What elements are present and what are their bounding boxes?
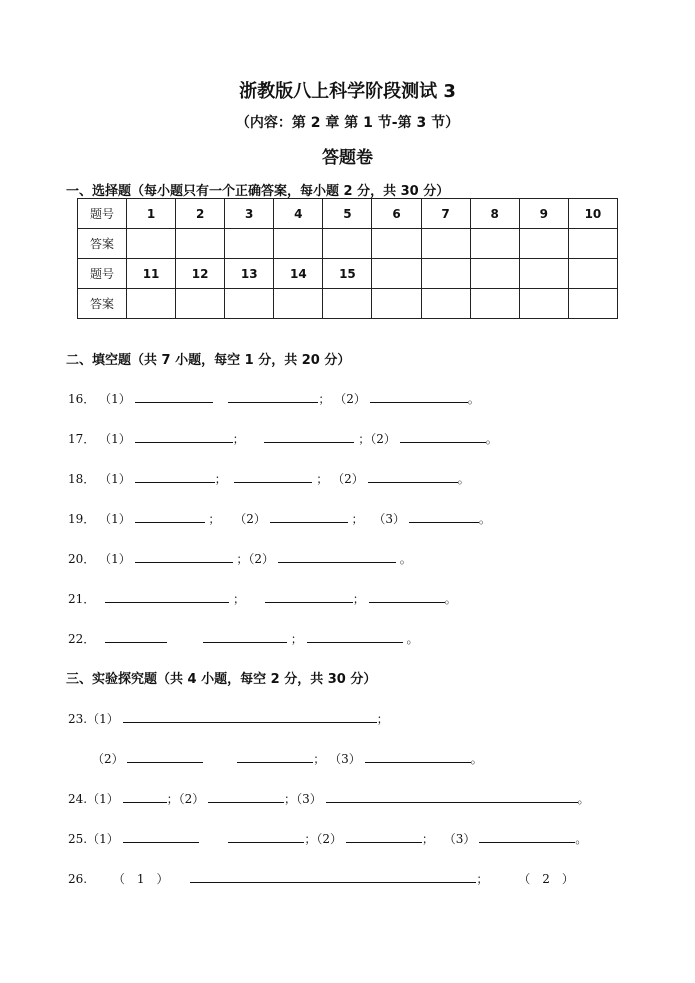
row-label: 答案 (78, 289, 127, 319)
table-row (78, 289, 618, 319)
punctuation: 。 (575, 832, 588, 846)
punctuation: ； (214, 472, 227, 486)
answer-blank[interactable] (369, 589, 445, 603)
answer-cell[interactable] (519, 229, 568, 259)
answer-blank[interactable] (479, 829, 575, 843)
punctuation: ； (358, 432, 371, 446)
question-number: 2 (176, 199, 225, 229)
part-label: （1） (99, 392, 131, 406)
question-25 (68, 829, 587, 847)
answer-blank[interactable] (135, 389, 213, 403)
question-number: 18． (68, 472, 96, 486)
empty-cell (470, 259, 519, 289)
part-label: （1） (99, 432, 131, 446)
answer-cell[interactable] (225, 289, 274, 319)
question-26 (68, 869, 574, 887)
part-label: （2） (316, 832, 343, 846)
punctuation: ； (376, 712, 389, 726)
part-label: （1） (87, 792, 119, 806)
question-number: 16． (68, 392, 96, 406)
part-label: （3） (329, 752, 361, 766)
answer-blank[interactable] (105, 589, 229, 603)
part-label: （ 2 ） (518, 872, 574, 886)
answer-cell[interactable] (176, 289, 225, 319)
punctuation: 。 (457, 472, 470, 486)
punctuation: ； (232, 432, 245, 446)
question-number: 25. (68, 832, 88, 846)
answer-blank[interactable] (346, 829, 422, 843)
answer-blank[interactable] (123, 829, 199, 843)
row-label: 答案 (78, 229, 127, 259)
part-label: （2） (92, 752, 124, 766)
answer-blank[interactable] (409, 509, 479, 523)
question-number: 3 (225, 199, 274, 229)
answer-blank[interactable] (370, 389, 468, 403)
punctuation: 。 (399, 552, 412, 566)
punctuation: 。 (478, 512, 491, 526)
part-label: （2） (248, 552, 275, 566)
answer-blank[interactable] (264, 429, 354, 443)
part-label: （1） (99, 472, 131, 486)
answer-blank[interactable] (135, 429, 233, 443)
answer-blank[interactable] (270, 509, 348, 523)
part-label: （1） (99, 552, 131, 566)
punctuation: ； (284, 792, 297, 806)
question-17 (68, 429, 498, 447)
page-title: 浙教版八上科学阶段测试 3 (239, 81, 456, 102)
question-number: 1 (127, 199, 176, 229)
answer-blank[interactable] (278, 549, 396, 563)
section-1-heading: 一、选择题（每小题只有一个正确答案，每小题 2 分，共 30 分） (66, 184, 450, 199)
answer-blank[interactable] (135, 549, 233, 563)
row-label: 题号 (78, 259, 127, 289)
answer-blank[interactable] (135, 509, 205, 523)
question-number: 20． (68, 552, 96, 566)
empty-cell (519, 289, 568, 319)
question-number: 13 (225, 259, 274, 289)
punctuation: 。 (406, 632, 419, 646)
question-21 (68, 589, 457, 607)
part-label: （2） (370, 432, 396, 446)
answer-cell[interactable] (568, 229, 617, 259)
question-18 (68, 469, 470, 487)
answer-cell[interactable] (274, 289, 323, 319)
answer-cell[interactable] (470, 229, 519, 259)
punctuation: ； (166, 792, 179, 806)
question-number: 21． (68, 592, 96, 606)
part-label: （2） (234, 512, 266, 526)
table-row (78, 259, 618, 289)
punctuation: 。 (467, 392, 480, 406)
table-row (78, 229, 618, 259)
answer-blank[interactable] (400, 429, 486, 443)
page-subtitle: （内容：第 2 章 第 1 节-第 3 节） (235, 115, 460, 131)
answer-cell[interactable] (372, 229, 421, 259)
question-20 (68, 549, 412, 567)
question-16 (68, 389, 480, 407)
answer-blank[interactable] (208, 789, 284, 803)
punctuation: ； (236, 552, 249, 566)
part-label: （3） (373, 512, 406, 526)
question-number: 7 (421, 199, 470, 229)
answer-blank[interactable] (190, 869, 476, 883)
question-number: 5 (323, 199, 372, 229)
part-label: （3） (443, 832, 476, 846)
punctuation: ； (290, 632, 303, 646)
punctuation: ； (208, 512, 221, 526)
answer-blank[interactable] (228, 829, 304, 843)
answer-sheet-title: 答题卷 (322, 148, 373, 168)
part-label: （1） (87, 712, 119, 726)
empty-cell (372, 259, 421, 289)
answer-blank[interactable] (368, 469, 458, 483)
table-row (78, 199, 618, 229)
answer-blank[interactable] (203, 629, 287, 643)
question-number: 24. (68, 792, 88, 806)
part-label: （2） (178, 792, 205, 806)
answer-blank[interactable] (127, 749, 203, 763)
question-23 (68, 709, 389, 727)
punctuation: 。 (444, 592, 457, 606)
answer-blank[interactable] (265, 589, 353, 603)
punctuation: ； (232, 592, 245, 606)
answer-blank[interactable] (307, 629, 403, 643)
empty-cell (421, 259, 470, 289)
section-3-heading: 三、实验探究题（共 4 小题，每空 2 分，共 30 分） (66, 672, 377, 687)
punctuation: ； (313, 752, 326, 766)
question-23-continued (92, 749, 483, 767)
answer-cell[interactable] (127, 289, 176, 319)
question-number: 9 (519, 199, 568, 229)
part-label: （1） (99, 512, 131, 526)
question-number: 6 (372, 199, 421, 229)
answer-blank[interactable] (365, 749, 471, 763)
punctuation: ； (351, 512, 364, 526)
answer-blank[interactable] (135, 469, 215, 483)
punctuation: ； (476, 872, 489, 886)
answer-blank[interactable] (326, 789, 578, 803)
part-label: （ 1 ） (112, 872, 169, 886)
question-number: 26. (68, 872, 88, 886)
punctuation: 。 (470, 752, 483, 766)
section-2-heading: 二、填空题（共 7 小题，每空 1 分，共 20 分） (66, 353, 351, 368)
answer-cell[interactable] (127, 229, 176, 259)
question-number: 14 (274, 259, 323, 289)
answer-cell[interactable] (323, 289, 372, 319)
question-24 (68, 789, 590, 807)
answer-blank[interactable] (123, 709, 377, 723)
question-number: 22． (68, 632, 96, 646)
question-number: 23. (68, 712, 88, 726)
part-label: （1） (87, 832, 119, 846)
part-label: （2） (332, 472, 364, 486)
question-number: 17． (68, 432, 96, 446)
question-number: 10 (568, 199, 617, 229)
row-label: 题号 (78, 199, 127, 229)
empty-cell (470, 289, 519, 319)
question-number: 11 (127, 259, 176, 289)
question-number: 19． (68, 512, 96, 526)
question-22 (68, 629, 418, 647)
answer-cell[interactable] (274, 229, 323, 259)
punctuation: 。 (577, 792, 590, 806)
part-label: （3） (296, 792, 322, 806)
answer-cell[interactable] (421, 229, 470, 259)
punctuation: 。 (485, 432, 498, 446)
empty-cell (568, 259, 617, 289)
punctuation: ； (421, 832, 434, 846)
empty-cell (568, 289, 617, 319)
punctuation: ； (318, 392, 331, 406)
empty-cell (421, 289, 470, 319)
answer-blank[interactable] (123, 789, 167, 803)
answer-cell[interactable] (176, 229, 225, 259)
part-label: （2） (334, 392, 366, 406)
question-number: 12 (176, 259, 225, 289)
answer-blank[interactable] (237, 749, 313, 763)
answer-blank[interactable] (105, 629, 167, 643)
answer-blank[interactable] (228, 389, 318, 403)
choice-answer-table (77, 198, 618, 319)
question-number: 4 (274, 199, 323, 229)
answer-cell[interactable] (225, 229, 274, 259)
answer-cell[interactable] (323, 229, 372, 259)
punctuation: ； (304, 832, 317, 846)
punctuation: ； (352, 592, 365, 606)
empty-cell (519, 259, 568, 289)
question-19 (68, 509, 491, 527)
answer-blank[interactable] (234, 469, 312, 483)
question-number: 15 (323, 259, 372, 289)
question-number: 8 (470, 199, 519, 229)
empty-cell (372, 289, 421, 319)
punctuation: ； (316, 472, 329, 486)
